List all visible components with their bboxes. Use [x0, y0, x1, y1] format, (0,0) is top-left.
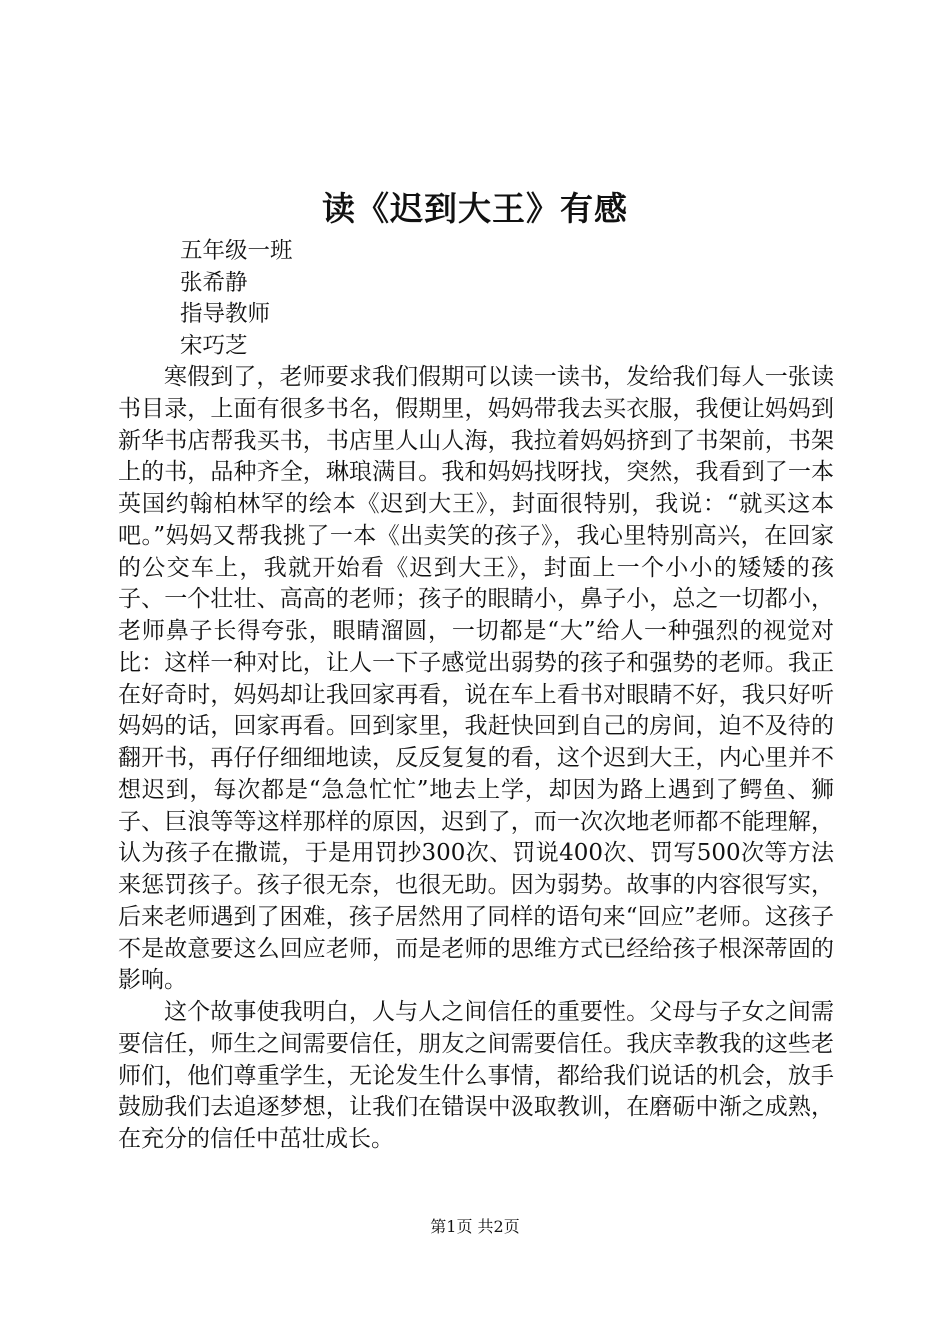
author-block — [180, 236, 293, 362]
paragraph-2: 这个故事使我明白，人与人之间信任的重要性。父母与子女之间需要信任，师生之间需要信任，朋友之间需要信任。我庆幸教我的这些老师们，他们尊重学生，无论发生什么事情，都给我们说话的机会，放手鼓励我们去追逐梦想，让我们在错误中汲取教训，在磨砺中渐之成熟，在充分的信任中茁壮成长。 — [118, 999, 834, 1152]
document-title: 读《迟到大王》有感 — [322, 189, 628, 228]
paragraph-1: 寒假到了，老师要求我们假期可以读一读书，发给我们每人一张读书目录，上面有很多书名，假期里，妈妈带我去买衣服，我便让妈妈到新华书店帮我买书，书店里人山人海，我拉着妈妈挤到了书架前，书架上的书，品种齐全，琳琅满目。我和妈妈找呀找，突然，我看到了一本英国约翰柏林罕的绘本《迟到大王》，封面很特别，我说：“就买这本吧。”妈妈又帮我挑了一本《出卖笑的孩子》，我心里特别高兴，在回家的公交车上，我就开始看《迟到大王》，封面上一个小小的矮矮的孩子、一个壮壮、高高的老师；孩子的眼睛小，鼻子小，总之一切都小，老师鼻子长得夸张，眼睛溜圆，一切都是“大”给人一种强烈的视觉对比：这样一种对比，让人一下子感觉出弱势的孩子和强势的老师。我正在好奇时，妈妈却让我回家再看，说在车上看书对眼睛不好，我只好听妈妈的话，回家再看。回到家里，我赶快回到自己的房间，迫不及待的翻开书，再仔仔细细地读，反反复复的看，这个迟到大王，内心里并不想迟到，每次都是“急急忙忙”地去上学，却因为路上遇到了鳄鱼、狮子、巨浪等等这样那样的原因，迟到了，而一次次地老师都不能理解，认为孩子在撒谎，于是用罚抄300次、罚说400次、罚写500次等方法来惩罚孩子。孩子很无奈，也很无助。因为弱势。故事的内容很写实，后来老师遇到了困难，孩子居然用了同样的语句来“回应”老师。这孩子不是故意要这么回应老师，而是老师的思维方式已经给孩子根深蒂固的影响。 — [118, 364, 834, 994]
document-body — [118, 362, 834, 1156]
page-footer: 第1页 共2页 — [430, 1217, 520, 1236]
class-name: 五年级一班 — [180, 238, 293, 264]
teacher-name: 宋巧芝 — [180, 332, 248, 359]
author-name: 张希静 — [180, 269, 248, 296]
teacher-label: 指导教师 — [180, 301, 271, 328]
